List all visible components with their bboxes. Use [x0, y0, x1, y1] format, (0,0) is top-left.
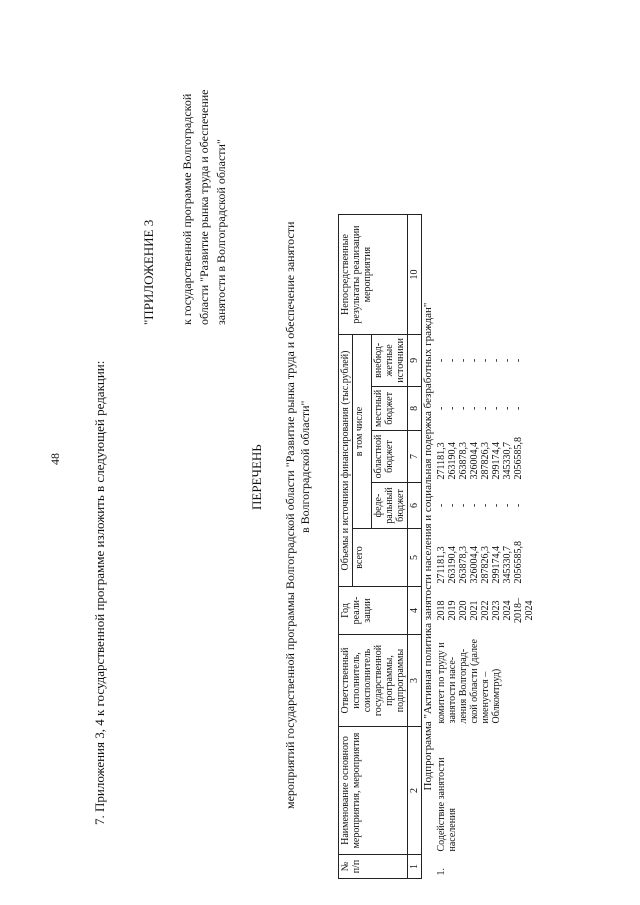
total-cell: 326004,4: [469, 546, 480, 584]
local-cell: -: [480, 406, 491, 411]
local-cell: -: [469, 406, 480, 411]
row-regional: [435, 431, 536, 483]
year-cell: 2018: [436, 600, 447, 621]
header-total: всего: [353, 529, 408, 587]
federal-cell: -: [469, 503, 480, 508]
regional-cell: 345330,7: [502, 442, 513, 480]
col-number: 10: [408, 215, 422, 335]
extra-cell: -: [458, 358, 469, 363]
row-local: [435, 386, 536, 430]
header-extrabudget: внебюд-жетные источники: [372, 335, 408, 387]
year-cell: 2023: [491, 600, 502, 621]
extra-cell: -: [447, 358, 458, 363]
total-cell: 299174,4: [491, 546, 502, 584]
total-cell: 345330,7: [502, 546, 513, 584]
header-including: в том числе: [353, 335, 372, 529]
total-cell: 263878,3: [458, 546, 469, 584]
list-subtitle-line-1: мероприятий государственной программы Волгоградской области "Развитие рынка труда и обеспечение занятости: [283, 221, 297, 809]
header-year: Год реали-зации: [339, 587, 408, 635]
federal-cell: -: [502, 503, 513, 508]
extra-cell: -: [502, 358, 513, 363]
row-years: [435, 587, 536, 635]
extra-cell: -: [436, 358, 447, 363]
regional-cell: 2056585,8: [513, 437, 524, 480]
total-cell: 2056585,8: [513, 541, 524, 584]
local-cell: -: [436, 406, 447, 411]
col-number: 1: [408, 855, 422, 879]
extra-cell: -: [469, 358, 480, 363]
header-regional: областной бюджет: [372, 431, 408, 483]
year-cell: 2022: [480, 600, 491, 621]
year-cell: 2020: [458, 600, 469, 621]
col-number: 4: [408, 587, 422, 635]
total-cell: 271181,3: [436, 546, 447, 584]
row-name: Содействие занятости населения: [436, 757, 458, 852]
header-executor: Ответственный исполнитель, соисполнитель государственной программы, подпрограммы: [339, 635, 408, 727]
col-number: 8: [408, 386, 422, 430]
col-number: 5: [408, 529, 422, 587]
federal-cell: -: [513, 503, 524, 508]
federal-cell: -: [458, 503, 469, 508]
header-federal: феде-ральный бюджет: [372, 483, 408, 529]
header-local: местный бюджет: [372, 386, 408, 430]
row-federal: [435, 483, 536, 529]
year-cell: 2024: [502, 600, 513, 621]
col-number: 9: [408, 335, 422, 387]
row-num: 1.: [436, 868, 447, 876]
total-cell: 263190,4: [447, 546, 458, 584]
page-number: 48: [48, 453, 62, 465]
appendix-title: "ПРИЛОЖЕНИЕ 3: [141, 219, 156, 325]
regional-cell: 287826,3: [480, 442, 491, 480]
list-title: ПЕРЕЧЕНЬ: [249, 444, 264, 510]
header-name: Наименование основного мероприятия, мероприятия: [339, 727, 408, 855]
col-number: 2: [408, 727, 422, 855]
year-cell: 2019: [447, 600, 458, 621]
header-num: № п/п: [339, 855, 408, 879]
local-cell: -: [502, 406, 513, 411]
col-number: 6: [408, 483, 422, 529]
local-cell: -: [491, 406, 502, 411]
col-number: 7: [408, 431, 422, 483]
extra-cell: -: [491, 358, 502, 363]
col-number: 3: [408, 635, 422, 727]
row-executor: комитет по труду и занятости насе-ления Волгоград-ской области (далее именуется – Облкомтруд): [436, 639, 502, 724]
row-results: [435, 215, 536, 335]
regional-cell: 263190,4: [447, 442, 458, 480]
regional-cell: 326004,4: [469, 442, 480, 480]
local-cell: -: [513, 406, 524, 411]
regional-cell: 299174,4: [491, 442, 502, 480]
appendix-line-3: занятости в Волгоградской области": [214, 139, 228, 325]
row-totals: [435, 529, 536, 587]
row-extrabudget: [435, 335, 536, 387]
local-cell: -: [447, 406, 458, 411]
federal-cell: -: [480, 503, 491, 508]
intro-text: 7. Приложения 3, 4 к государственной программе изложить в следующей редакции:: [92, 360, 107, 825]
measures-table: [338, 214, 536, 879]
year-cell: 2021: [469, 600, 480, 621]
appendix-line-1: к государственной программе Волгоградской: [180, 93, 194, 325]
header-results: Непосредственные результаты реализации мероприятия: [339, 215, 408, 335]
column-numbers-row: [408, 215, 422, 879]
regional-cell: 271181,3: [436, 442, 447, 480]
header-financing: Объемы и источники финансирования (тыс.рублей): [339, 335, 353, 587]
subprogram-title: Подпрограмма "Активная политика занятости населения и социальная подержка безработных граждан": [422, 302, 434, 791]
federal-cell: -: [447, 503, 458, 508]
total-cell: 287826,3: [480, 546, 491, 584]
appendix-line-2: области "Развитие рынка труда и обеспечение: [197, 89, 211, 325]
local-cell: -: [458, 406, 469, 411]
extra-cell: -: [480, 358, 491, 363]
regional-cell: 263878,3: [458, 442, 469, 480]
list-subtitle-line-2: в Волгоградской области": [298, 400, 312, 533]
extra-cell: -: [513, 358, 524, 363]
year-cell: 2018–2024: [513, 598, 535, 623]
federal-cell: -: [436, 503, 447, 508]
federal-cell: -: [491, 503, 502, 508]
table-row: [435, 215, 536, 879]
